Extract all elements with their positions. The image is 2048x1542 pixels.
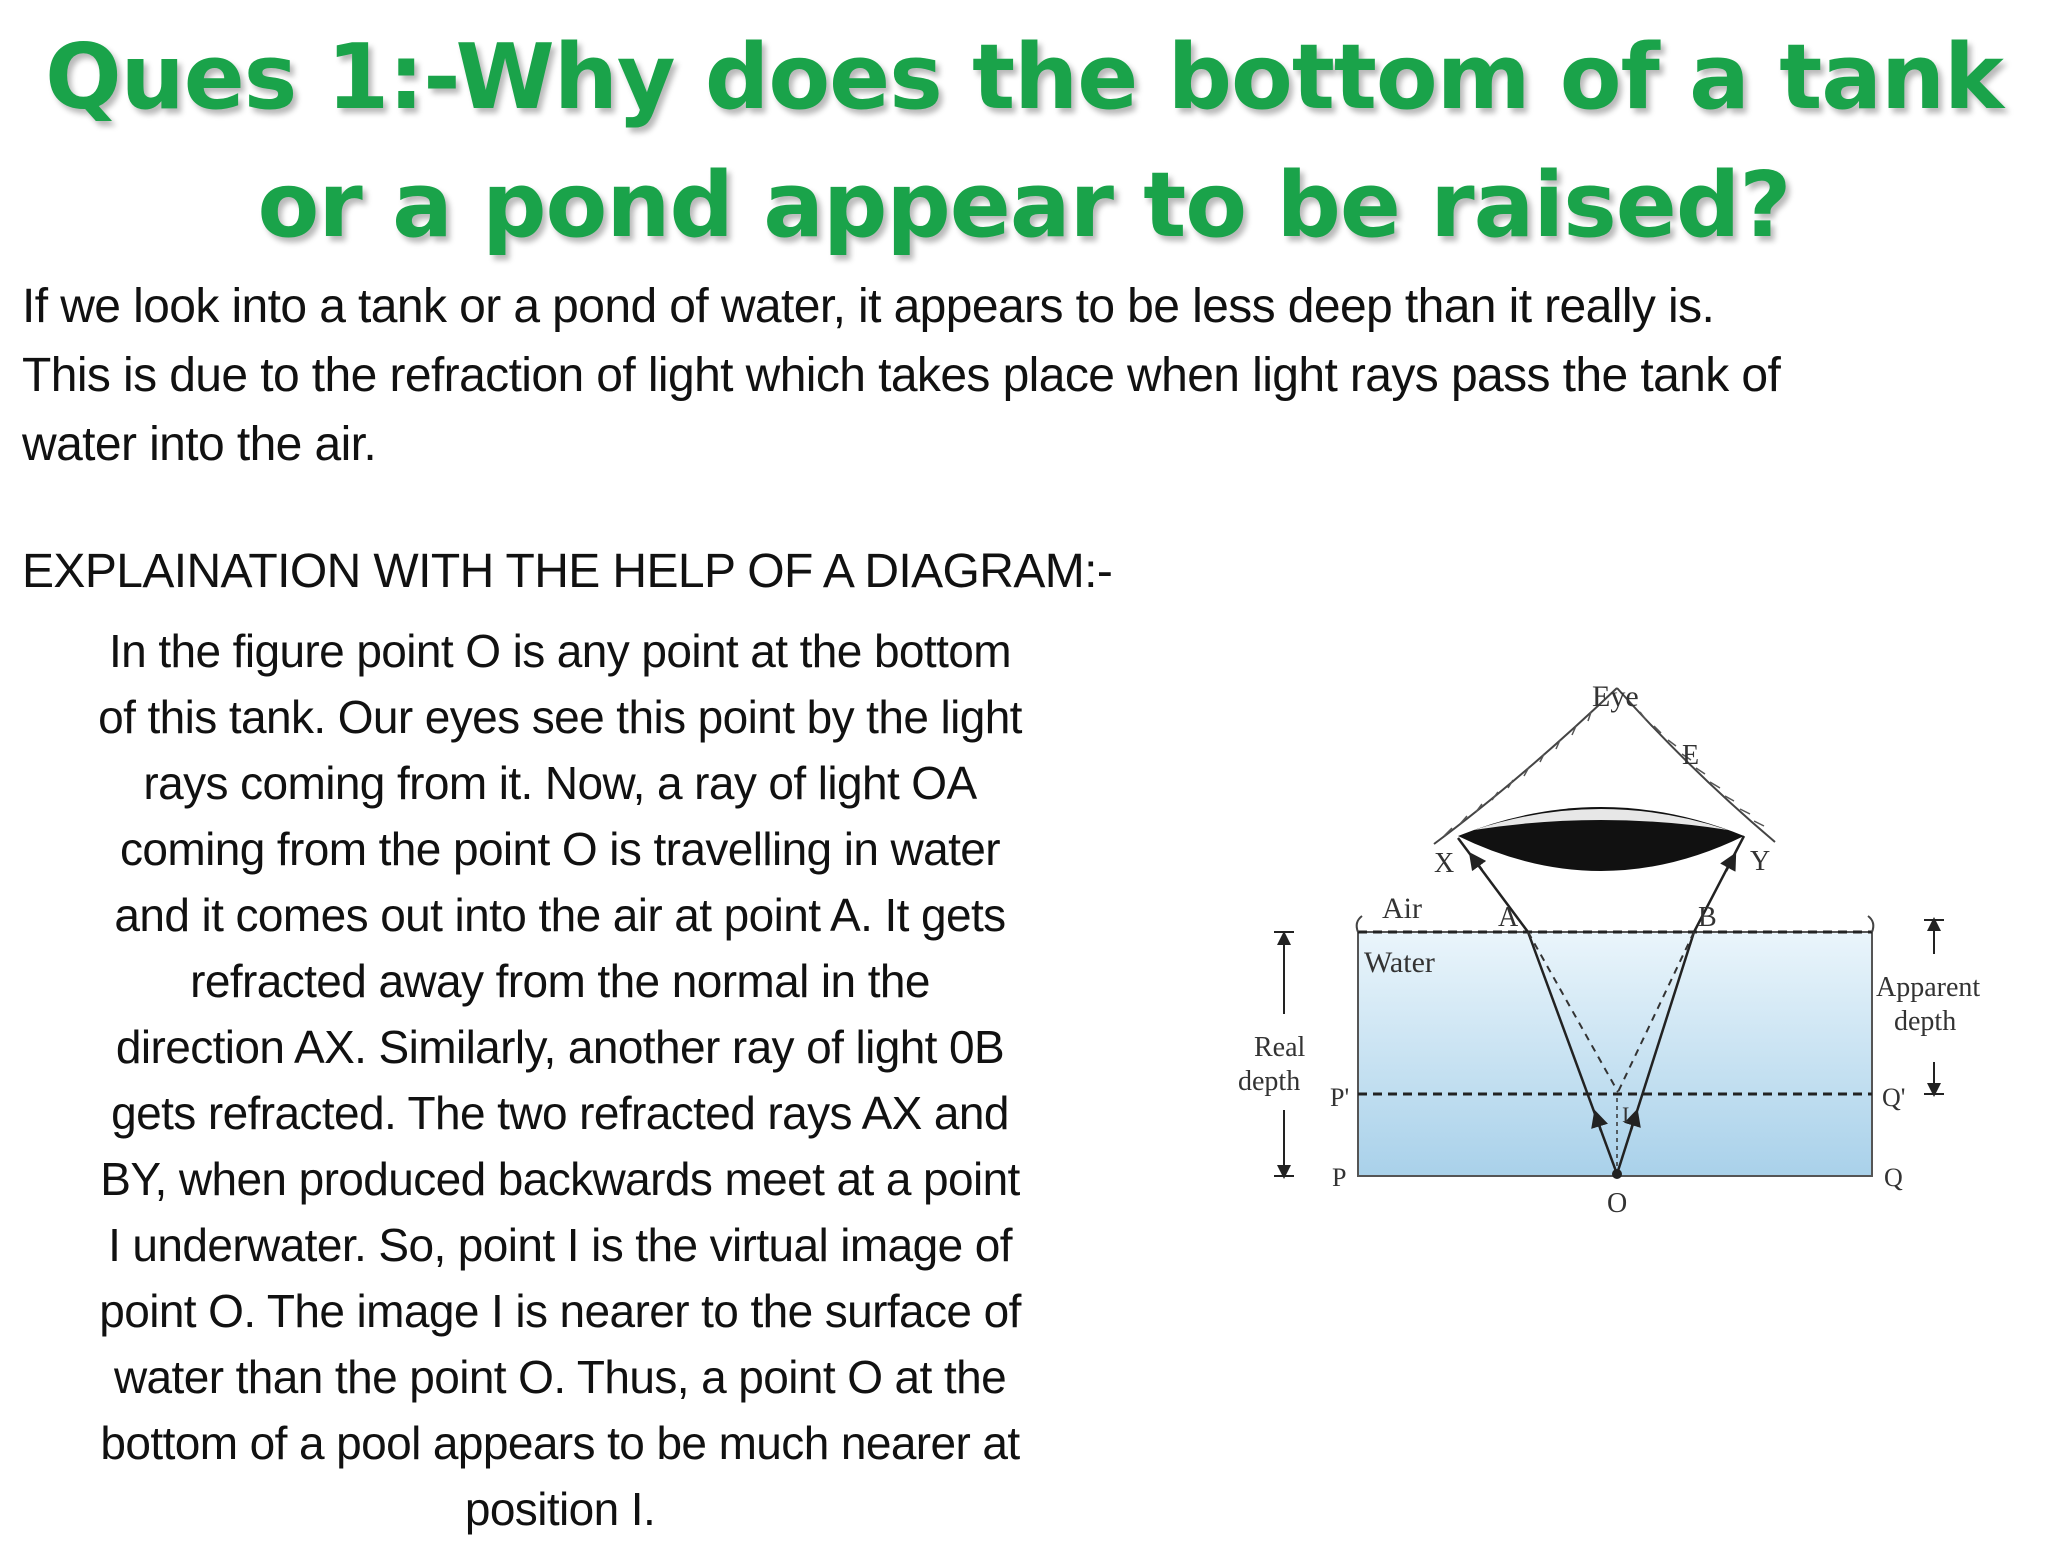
label-p-prime: P' [1330,1083,1350,1112]
explanation-line-6: refracted away from the normal in the [190,955,930,1007]
slide-title [0,14,2048,270]
eyelash-right [1640,712,1764,826]
explanation-line-3: rays coming from it. Now, a ray of light OA [143,757,977,809]
explanation-line-2: of this tank. Our eyes see this point by the light [98,691,1022,743]
point-o [1612,1169,1622,1179]
title-line-2: or a pond appear to be raised? [257,153,1791,258]
label-y: Y [1750,846,1771,877]
label-apparent-depth-1: Apparent [1876,972,1981,1003]
label-water: Water [1364,946,1435,979]
label-q-prime: Q' [1882,1083,1906,1112]
ray-by-arrow [1726,860,1732,871]
label-q: Q [1884,1163,1903,1192]
explanation-line-5: and it comes out into the air at point A. It gets [114,889,1006,941]
intro-paragraph [22,272,2022,479]
explanation-line-13: bottom of a pool appears to be much nearer at [100,1417,1020,1469]
label-e: E [1682,740,1700,771]
explanation-heading: EXPLAINATION WITH THE HELP OF A DIAGRAM:- [22,545,1113,598]
label-real-depth-2: depth [1238,1066,1301,1097]
tank-rim-left [1357,916,1362,932]
label-i: I [1622,1102,1630,1127]
label-a: A [1498,902,1519,933]
explanation-line-11: point O. The image I is nearer to the surface of [99,1285,1021,1337]
explanation-line-14: position I. [464,1483,656,1535]
intro-line-2: This is due to the refraction of light which takes place when light rays pass the tank of [22,349,1781,402]
explanation-line-4: coming from the point O is travelling in water [119,823,1000,875]
intro-line-3: water into the air. [22,418,377,471]
label-apparent-depth-2: depth [1894,1006,1957,1037]
label-x: X [1434,848,1455,879]
label-air: Air [1382,892,1422,925]
explanation-line-8: gets refracted. The two refracted rays AX and [111,1087,1009,1139]
explanation-line-1: In the figure point O is any point at the bottom [109,625,1011,677]
explanation-line-9: BY, when produced backwards meet at a point [100,1153,1020,1205]
explanation-paragraph [20,618,1100,1542]
label-p: P [1332,1163,1347,1192]
ray-ax-arrow [1474,859,1482,870]
explanation-line-10: I underwater. So, point I is the virtual image of [108,1219,1012,1271]
explanation-line-7: direction AX. Similarly, another ray of light 0B [115,1021,1005,1073]
intro-line-1: If we look into a tank or a pond of water, it appears to be less deep than it really is. [22,280,1715,333]
title-line-1: Ques 1:-Why does the bottom of a tank [45,25,2003,130]
water-tank [1358,932,1872,1176]
label-real-depth-1: Real [1254,1032,1306,1063]
refraction-diagram [1220,660,2020,1240]
label-eye: Eye [1592,680,1639,713]
label-b: B [1698,902,1717,933]
explanation-line-12: water than the point O. Thus, a point O at the [113,1351,1007,1403]
label-o: O [1607,1188,1628,1219]
tank-rim-right [1868,916,1873,932]
